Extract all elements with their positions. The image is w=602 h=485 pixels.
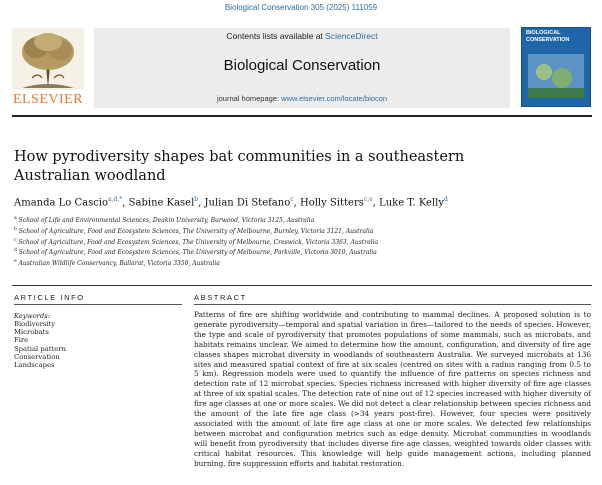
affiliation-item: [14, 226, 414, 237]
keyword-item: Fire: [14, 336, 29, 345]
keywords-list: [14, 320, 66, 369]
author-affiliation-marks[interactable]: a,d,*: [108, 196, 123, 203]
author-separator: ,: [122, 197, 129, 209]
affiliation-mark: d: [14, 248, 17, 254]
author-name[interactable]: Julian Di Stefano: [204, 197, 291, 209]
homepage-prefix: journal homepage:: [216, 94, 282, 103]
affiliation-mark: c: [14, 237, 17, 243]
keyword-item: Landscapes: [14, 361, 55, 370]
abstract-text: Patterns of fire are shifting worldwide and contributing to mammal declines. A proposed solution is to generate pyrodiversity—temporal and spatial variation in fires—tailored to the needs of species. However, the type and scale of pyrodiversity that promotes populations of some mammals, such as microbats, and habitats remains unclear. We aimed to determine how the amount, configuration, and diversity of fire age classes shapes microbat diversity in woodlands of southeastern Australia. We surveyed microbats at 136 sites and measured spatial context of fire at six scales (centred on sites with a radius ranging from 0.5 to 5 km). Regression models were used to quantify the influence of fire patterns on species richness and detection rate of 12 microbat species. Species richness increased with higher diversity of fire age classes at three of six spatial scales. The detection rate of nine out of 12 species increased with higher diversity of fire age classes at one or more scales. We did not detect a clear relationship between species richness and the amount of the late fire age class (>34 years post-fire). However, four species were positively associated with the amount of late fire age class at one or more scales. We detected few relationships between microbat and configuration metrics such as edge density. Microbat communities in woodlands will benefit from pyrodiversity that includes diverse fire age classes, weighted towards older classes with critical habitat resources. This knowledge will help guide management actions, including planned burning, fire suppression efforts and habitat restoration.: [194, 310, 591, 468]
contents-prefix: Contents lists available at: [226, 31, 326, 41]
author-affiliation-marks[interactable]: c: [290, 196, 294, 203]
affiliation-text: School of Agriculture, Food and Ecosystem Sciences, The University of Melbourne, Creswick, Victoria 3363, Australia: [16, 238, 379, 246]
journal-title: Biological Conservation: [223, 57, 381, 74]
author-separator: ,: [293, 197, 300, 209]
affiliation-item: [14, 258, 414, 269]
abstract-heading: ABSTRACT: [194, 293, 247, 302]
affiliation-mark: b: [14, 226, 17, 232]
author-list: [14, 196, 594, 208]
keyword-item: Spatial pattern: [14, 344, 66, 353]
abstract-rule: [194, 304, 591, 305]
homepage-link[interactable]: www.elsevier.com/locate/biocon: [281, 94, 388, 103]
affiliations: [14, 215, 414, 269]
affiliation-text: Australian Wildlife Conservancy, Ballarat, Victoria 3350, Australia: [16, 260, 220, 268]
author-name[interactable]: Sabine Kasel: [128, 197, 195, 209]
article-title: How pyrodiversity shapes bat communities in a southeastern Australian woodland: [14, 149, 465, 184]
article-info-heading: ARTICLE INFO: [14, 293, 85, 302]
sciencedirect-link[interactable]: ScienceDirect: [325, 31, 378, 41]
author-separator: ,: [198, 197, 205, 209]
affiliation-text: School of Agriculture, Food and Ecosystem Sciences, The University of Melbourne, Burnley, Victoria 3121, Australia: [16, 227, 374, 235]
keyword-item: Microbats: [14, 328, 49, 337]
journal-homepage: [94, 94, 510, 103]
publisher-logo: ELSEVIER: [12, 92, 84, 107]
author-separator: ,: [372, 197, 380, 209]
affiliation-item: [14, 247, 414, 258]
author-name[interactable]: Amanda Lo Cascio: [14, 197, 109, 209]
author-affiliation-marks[interactable]: d: [444, 196, 448, 203]
header-rule: [12, 115, 592, 117]
affiliation-item: [14, 215, 414, 226]
affiliation-item: [14, 237, 414, 248]
author-affiliation-marks[interactable]: c,e: [363, 196, 373, 203]
keywords-label: Keywords:: [14, 312, 51, 320]
section-rule: [12, 285, 592, 286]
affiliation-mark: e: [14, 259, 17, 265]
author-affiliation-marks[interactable]: b: [194, 196, 199, 203]
affiliation-text: School of Life and Environmental Sciences, Deakin University, Burwood, Victoria 3125, Australia: [16, 217, 315, 224]
affiliation-text: School of Agriculture, Food and Ecosystem Sciences, The University of Melbourne, Parkville, Victoria 3010, Australia: [16, 249, 377, 257]
keyword-item: Conservation: [14, 352, 60, 361]
contents-available: [94, 31, 510, 41]
author-name[interactable]: Holly Sitters: [299, 197, 364, 209]
article-info-rule: [14, 304, 182, 305]
author-name[interactable]: Luke T. Kelly: [379, 197, 445, 209]
cover-title: BIOLOGICAL CONSERVATION: [526, 30, 570, 43]
keyword-item: Biodiversity: [14, 320, 56, 328]
journal-citation[interactable]: Biological Conservation 305 (2025) 111059: [224, 3, 378, 12]
affiliation-mark: a: [14, 216, 17, 221]
